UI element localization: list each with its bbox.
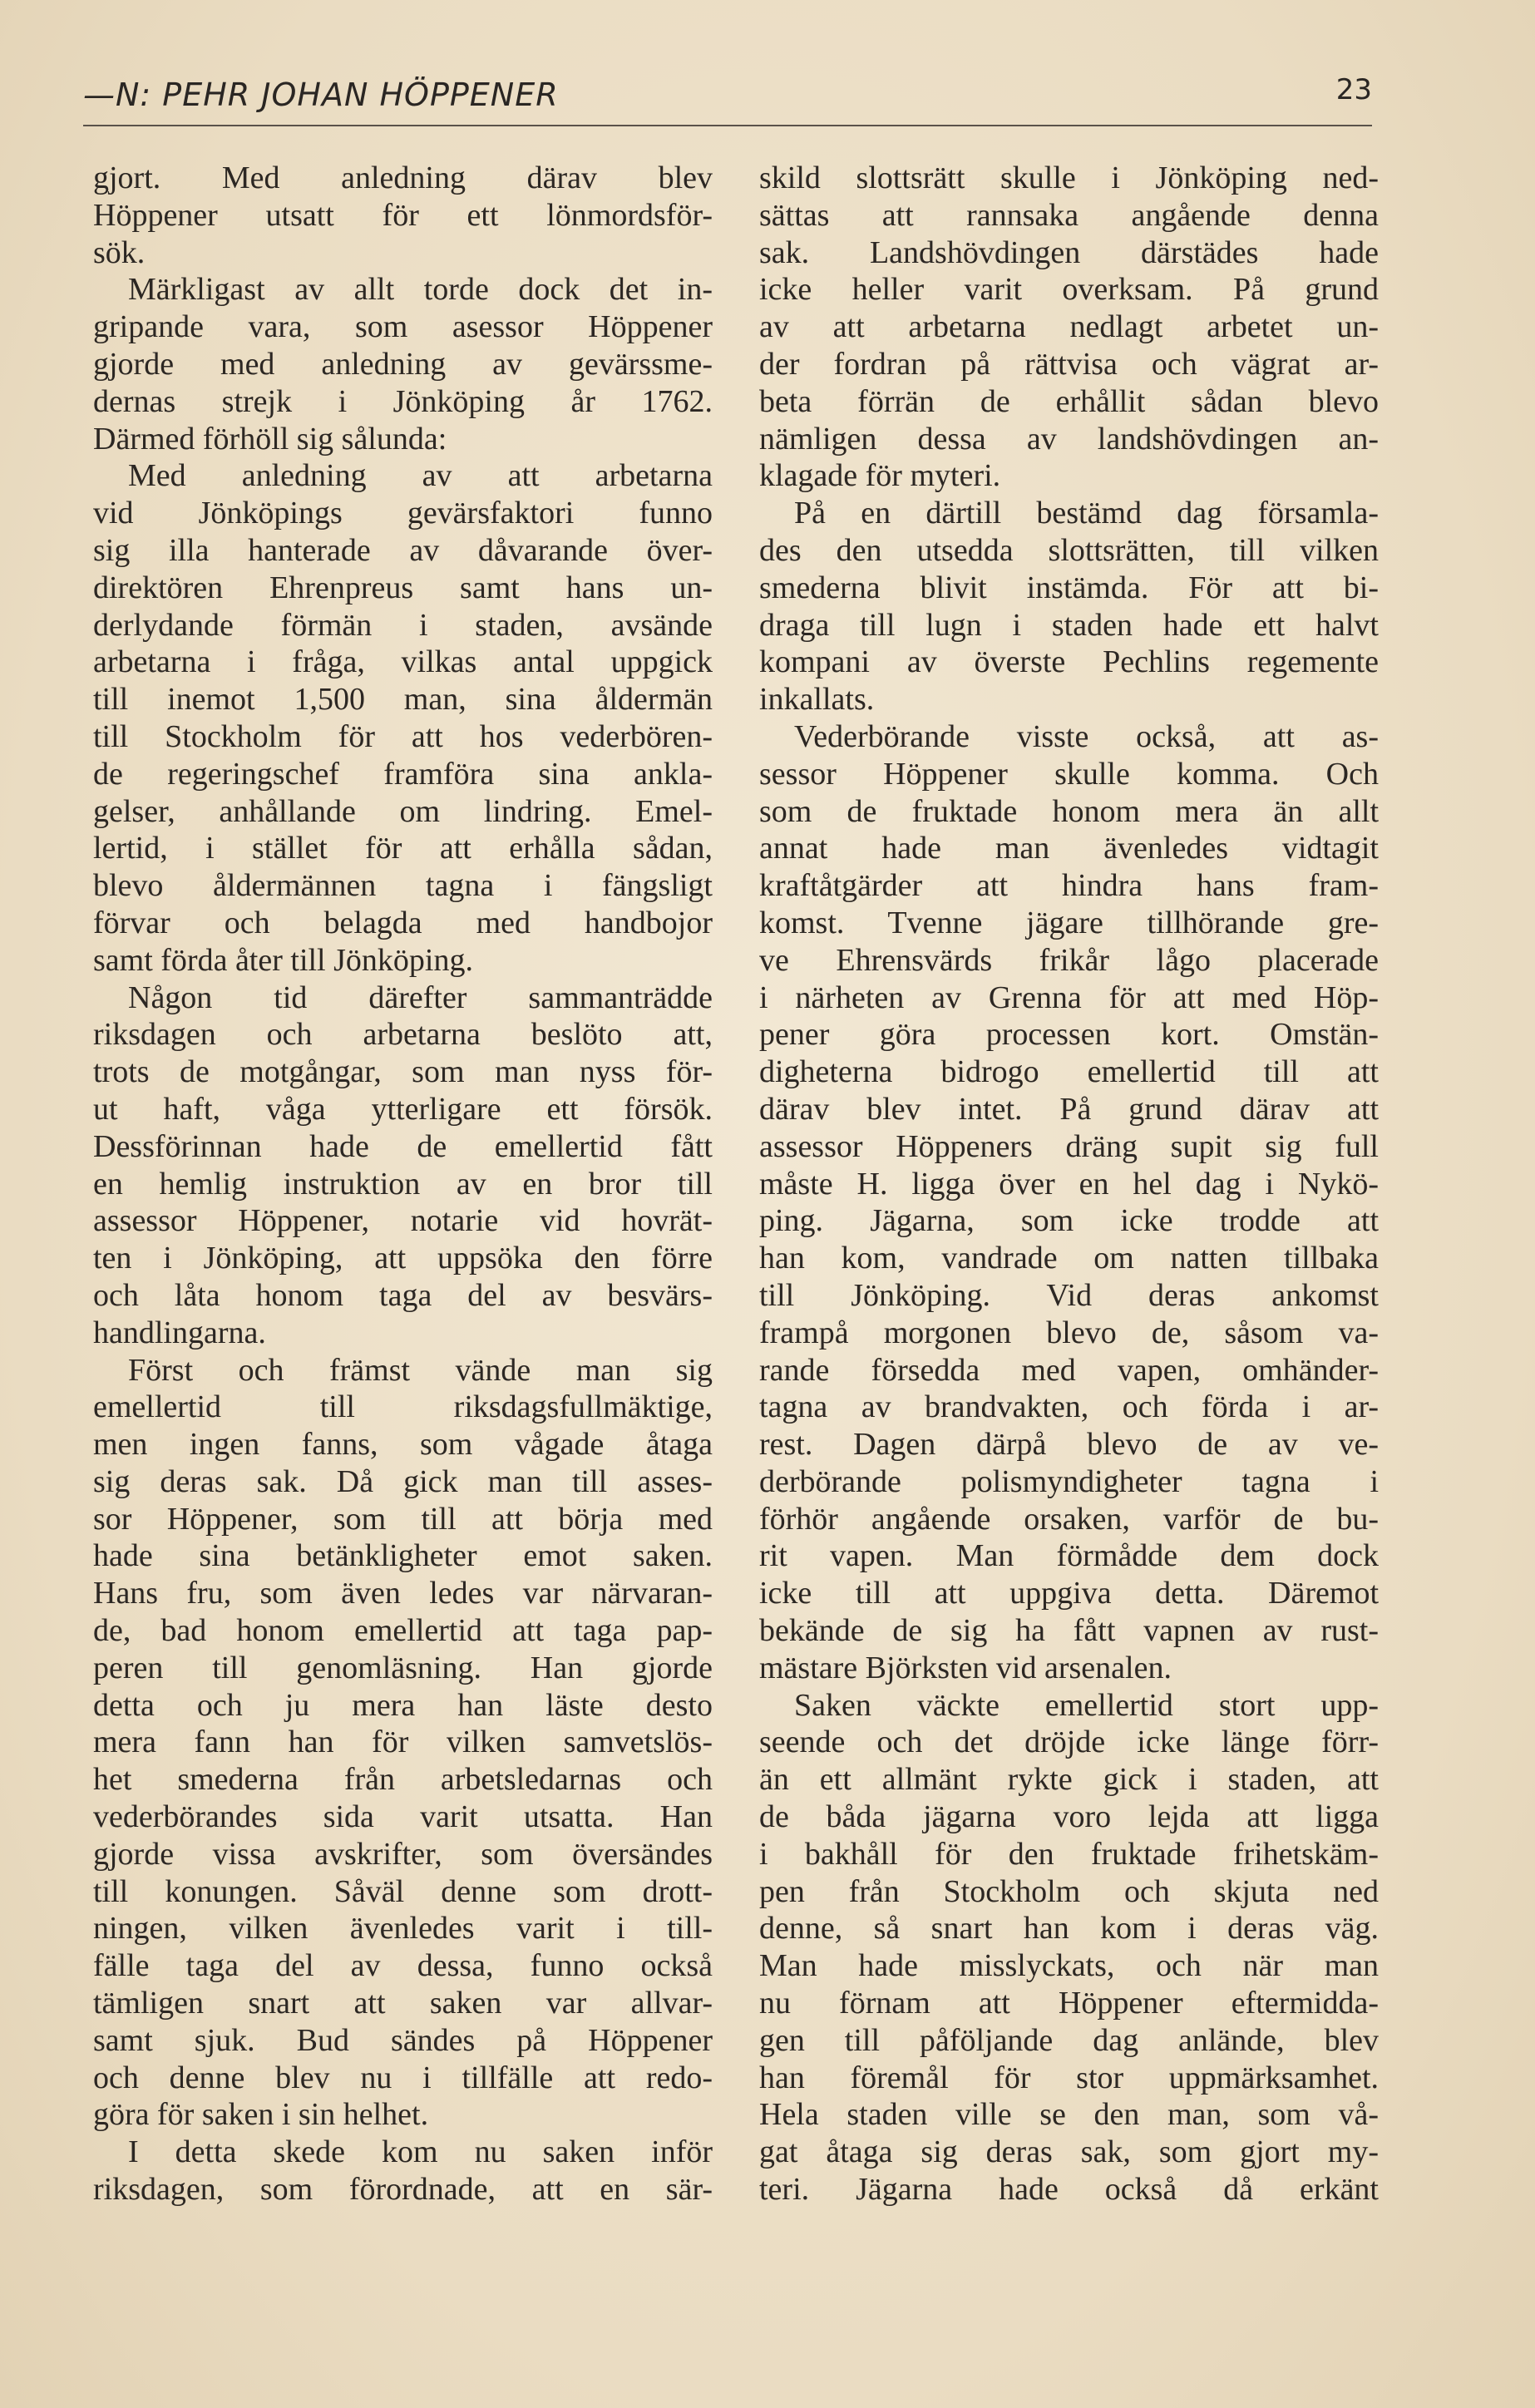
text-line: de, bad honom emellertid att taga pap-: [93, 1613, 713, 1649]
text-line: fälle taga del av dessa, funno också: [93, 1948, 713, 1984]
text-line: och denne blev nu i tillfälle att redo-: [93, 2060, 713, 2095]
text-line: Med anledning av att arbetarna: [128, 458, 713, 494]
text-line: till Jönköping. Vid deras ankomst: [759, 1277, 1379, 1313]
text-line: gripande vara, som asessor Höppener: [93, 309, 713, 345]
text-line: mästare Björksten vid arsenalen.: [759, 1650, 1172, 1685]
page-number: 23: [1335, 73, 1372, 106]
text-line: peren till genomläsning. Han gjorde: [93, 1650, 713, 1685]
text-line: sig deras sak. Då gick man till asses-: [93, 1463, 713, 1499]
text-line: direktören Ehrenpreus samt hans un-: [93, 570, 713, 605]
text-line: tämligen snart att saken var allvar-: [93, 1986, 713, 2021]
running-head: —N: PEHR JOHAN HÖPPENER: [83, 76, 559, 113]
text-line: seende och det dröjde icke länge förr-: [759, 1725, 1379, 1760]
text-line: ve Ehrensvärds frikår lågo placerade: [759, 942, 1379, 978]
text-line: emellertid till riksdagsfullmäktige,: [93, 1389, 713, 1425]
text-line: en hemlig instruktion av en bror till: [93, 1166, 713, 1202]
text-line: handlingarna.: [93, 1315, 266, 1350]
text-line: ningen, vilken ävenledes varit i till-: [93, 1911, 713, 1947]
text-line: gjorde vissa avskrifter, som översändes: [93, 1836, 713, 1872]
text-line: Saken väckte emellertid stort upp-: [794, 1687, 1379, 1723]
text-line: samt sjuk. Bud sändes på Höppener: [93, 2022, 713, 2058]
text-line: blevo åldermännen tagna i fängsligt: [93, 868, 713, 904]
text-line: de regeringschef framföra sina ankla-: [93, 756, 713, 792]
text-line: gelser, anhållande om lindring. Emel-: [93, 793, 713, 829]
text-line: Hans fru, som även ledes var närvaran-: [93, 1576, 713, 1611]
text-line: klagade för myteri.: [759, 458, 1001, 494]
text-line: detta och ju mera han läste desto: [93, 1687, 713, 1723]
header-rule: [83, 125, 1372, 126]
text-line: till inemot 1,500 man, sina åldermän: [93, 682, 713, 718]
text-line: Dessförinnan hade de emellertid fått: [93, 1128, 713, 1164]
text-line: som de fruktade honom mera än allt: [759, 793, 1379, 829]
text-line: han kom, vandrade om natten tillbaka: [759, 1241, 1379, 1276]
text-line: nu förnam att Höppener eftermidda-: [759, 1986, 1379, 2021]
text-line: skild slottsrätt skulle i Jönköping ned-: [759, 160, 1379, 195]
text-line: arbetarna i fråga, vilkas antal uppgick: [93, 644, 713, 680]
text-line: hade sina betänkligheter emot saken.: [93, 1538, 713, 1574]
text-line: men ingen fanns, som vågade åtaga: [93, 1427, 713, 1463]
text-line: i närheten av Grenna för att med Höp-: [759, 979, 1379, 1015]
text-line: sättas att rannsaka angående denna: [759, 197, 1379, 233]
text-line: dernas strejk i Jönköping år 1762.: [93, 383, 713, 419]
text-line: Vederbörande visste också, att as-: [794, 718, 1379, 754]
text-line: samt förda åter till Jönköping.: [93, 942, 473, 978]
text-line: Först och främst vände man sig: [128, 1352, 713, 1388]
text-line: än ett allmänt rykte gick i staden, att: [759, 1762, 1379, 1798]
text-line: riksdagen, som förordnade, att en sär-: [93, 2172, 713, 2208]
text-line: sök.: [93, 234, 146, 270]
text-line: ten i Jönköping, att uppsöka den förre: [93, 1241, 713, 1276]
text-line: de båda jägarna voro lejda att ligga: [759, 1799, 1379, 1835]
text-line: till Stockholm för att hos vederbören-: [93, 718, 713, 754]
text-line: icke heller varit overksam. På grund: [759, 272, 1379, 308]
text-line: sig illa hanterade av dåvarande över-: [93, 532, 713, 568]
text-line: beta förrän de erhållit sådan blevo: [759, 383, 1379, 419]
text-line: förhör angående orsaken, varför de bu-: [759, 1501, 1379, 1537]
left-text-column: [93, 160, 713, 2208]
text-line: I detta skede kom nu saken inför: [128, 2134, 713, 2170]
text-line: av att arbetarna nedlagt arbetet un-: [759, 309, 1379, 345]
text-line: göra för saken i sin helhet.: [93, 2097, 429, 2133]
text-line: pener göra processen kort. Omstän-: [759, 1017, 1379, 1053]
text-line: På en därtill bestämd dag församla-: [794, 496, 1379, 531]
text-line: Någon tid därefter sammanträdde: [128, 979, 713, 1015]
text-line: nämligen dessa av landshövdingen an-: [759, 421, 1379, 456]
text-line: des den utsedda slottsrätten, till vilken: [759, 532, 1379, 568]
text-line: han föremål för stor uppmärksamhet.: [759, 2060, 1379, 2095]
text-line: sessor Höppener skulle komma. Och: [759, 756, 1379, 792]
text-line: Man hade misslyckats, och när man: [759, 1948, 1379, 1984]
text-line: tagna av brandvakten, och förda i ar-: [759, 1389, 1379, 1425]
text-line: inkallats.: [759, 682, 875, 718]
text-line: derlydande förmän i staden, avsände: [93, 607, 713, 643]
right-text-column: [759, 160, 1379, 2208]
text-line: ping. Jägarna, som icke trodde att: [759, 1203, 1379, 1239]
text-line: rest. Dagen därpå blevo de av ve-: [759, 1427, 1379, 1463]
text-line: i bakhåll för den fruktade frihetskäm-: [759, 1836, 1379, 1872]
text-line: Höppener utsatt för ett lönmordsför-: [93, 197, 713, 233]
text-line: assessor Höppener, notarie vid hovrät-: [93, 1203, 713, 1239]
text-line: denne, så snart han kom i deras väg.: [759, 1911, 1379, 1947]
text-line: icke till att uppgiva detta. Däremot: [759, 1576, 1379, 1611]
text-line: rit vapen. Man förmådde dem dock: [759, 1538, 1379, 1574]
text-line: sor Höppener, som till att börja med: [93, 1501, 713, 1537]
text-line: vid Jönköpings gevärsfaktori funno: [93, 496, 713, 531]
text-line: sak. Landshövdingen därstädes hade: [759, 234, 1379, 270]
text-line: kraftåtgärder att hindra hans fram-: [759, 868, 1379, 904]
text-line: till konungen. Såväl denne som drott-: [93, 1873, 713, 1909]
text-line: komst. Tvenne jägare tillhörande gre-: [759, 905, 1379, 940]
text-line: Därmed förhöll sig sålunda:: [93, 421, 447, 456]
text-line: mera fann han för vilken samvetslös-: [93, 1725, 713, 1760]
text-line: Märkligast av allt torde dock det in-: [128, 272, 713, 308]
text-line: bekände de sig ha fått vapnen av rust-: [759, 1613, 1379, 1649]
text-line: måste H. ligga över en hel dag i Nykö-: [759, 1166, 1379, 1202]
text-line: smederna blivit instämda. För att bi-: [759, 570, 1379, 605]
text-line: och låta honom taga del av besvärs-: [93, 1277, 713, 1313]
text-line: digheterna bidrogo emellertid till att: [759, 1054, 1379, 1090]
text-line: teri. Jägarna hade också då erkänt: [759, 2172, 1379, 2208]
text-line: Hela staden ville se den man, som vå-: [759, 2097, 1379, 2133]
text-line: förvar och belagda med handbojor: [93, 905, 713, 940]
text-line: het smederna från arbetsledarnas och: [93, 1762, 713, 1798]
text-line: därav blev intet. På grund därav att: [759, 1091, 1379, 1127]
text-line: lertid, i stället för att erhålla sådan,: [93, 831, 713, 866]
text-line: trots de motgångar, som man nyss för-: [93, 1054, 713, 1090]
text-line: kompani av överste Pechlins regemente: [759, 644, 1379, 680]
text-line: rande försedda med vapen, omhänder-: [759, 1352, 1379, 1388]
text-line: der fordran på rättvisa och vägrat ar-: [759, 346, 1379, 382]
text-line: derbörande polismyndigheter tagna i: [759, 1463, 1379, 1499]
text-line: gen till påföljande dag anlände, blev: [759, 2022, 1379, 2058]
text-line: frampå morgonen blevo de, såsom va-: [759, 1315, 1379, 1350]
text-line: riksdagen och arbetarna beslöto att,: [93, 1017, 713, 1053]
text-line: annat hade man ävenledes vidtagit: [759, 831, 1379, 866]
text-line: ut haft, våga ytterligare ett försök.: [93, 1091, 713, 1127]
text-line: pen från Stockholm och skjuta ned: [759, 1873, 1379, 1909]
text-line: gjorde med anledning av gevärssme-: [93, 346, 713, 382]
text-line: vederbörandes sida varit utsatta. Han: [93, 1799, 713, 1835]
text-line: draga till lugn i staden hade ett halvt: [759, 607, 1379, 643]
text-line: gjort. Med anledning därav blev: [93, 160, 713, 195]
text-line: gat åtaga sig deras sak, som gjort my-: [759, 2134, 1379, 2170]
text-line: assessor Höppeners dräng supit sig full: [759, 1128, 1379, 1164]
